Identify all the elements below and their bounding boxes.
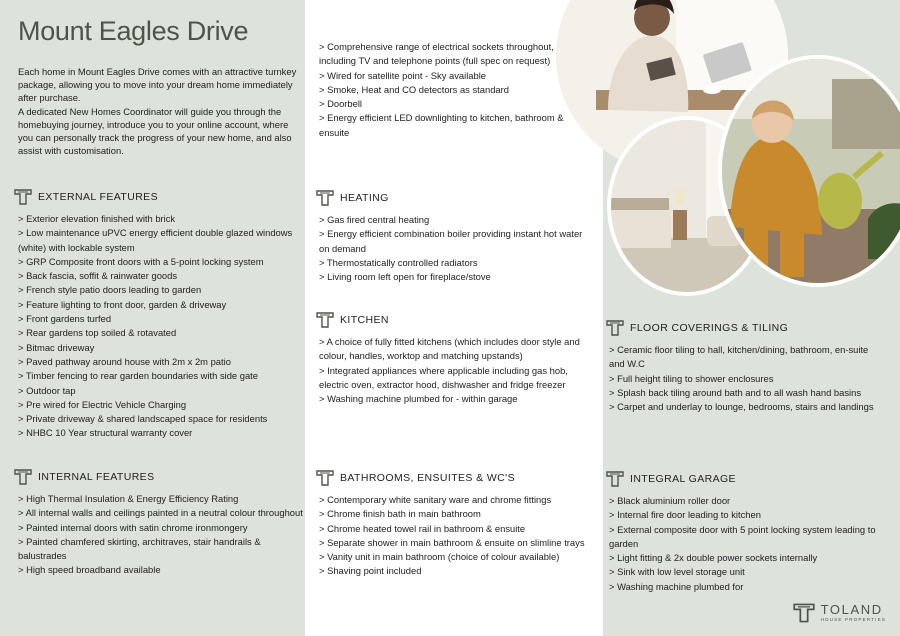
list-item: > Washing machine plumbed for bbox=[609, 580, 886, 594]
section-header bbox=[14, 188, 304, 206]
list-item: > Thermostatically controlled radiators bbox=[319, 256, 588, 270]
list-item: > Contemporary white sanitary ware and chrome fittings bbox=[319, 493, 588, 507]
list-item: > Integrated appliances where applicable including gas hob, electric oven, extractor hood, dishwasher and fridge freezer bbox=[319, 364, 588, 393]
list-item: > Energy efficient LED downlighting to kitchen, bathroom & ensuite bbox=[319, 111, 587, 140]
section-bathrooms bbox=[316, 469, 588, 579]
section-title: INTERNAL FEATURES bbox=[38, 471, 155, 483]
toland-t-icon bbox=[606, 471, 624, 487]
feature-list bbox=[319, 40, 587, 140]
section-header bbox=[606, 319, 886, 337]
section-title: HEATING bbox=[340, 192, 389, 204]
list-item: > Comprehensive range of electrical sockets throughout, including TV and telephone points (full spec on request) bbox=[319, 40, 587, 69]
list-item: > Shaving point included bbox=[319, 564, 588, 578]
section-electrical bbox=[319, 40, 587, 140]
section-integral-garage bbox=[606, 470, 886, 594]
feature-list bbox=[18, 492, 304, 578]
list-item: > Pre wired for Electric Vehicle Charging bbox=[18, 398, 304, 412]
section-internal-features bbox=[14, 468, 304, 578]
feature-list bbox=[319, 213, 588, 284]
list-item: > Gas fired central heating bbox=[319, 213, 588, 227]
list-item: > High speed broadband available bbox=[18, 563, 304, 577]
list-item: > Sink with low level storage unit bbox=[609, 565, 886, 579]
toland-t-icon bbox=[316, 312, 334, 328]
list-item: > Paved pathway around house with 2m x 2m patio bbox=[18, 355, 304, 369]
section-title: KITCHEN bbox=[340, 314, 389, 326]
feature-list bbox=[609, 494, 886, 594]
list-item: > High Thermal Insulation & Energy Efficiency Rating bbox=[18, 492, 304, 506]
list-item: > All internal walls and ceilings painted in a neutral colour throughout bbox=[18, 506, 304, 520]
page-title: Mount Eagles Drive bbox=[18, 16, 249, 46]
feature-list bbox=[319, 493, 588, 579]
section-kitchen bbox=[316, 311, 588, 406]
section-header bbox=[14, 468, 304, 486]
list-item: > Rear gardens top soiled & rotavated bbox=[18, 326, 304, 340]
list-item: > Timber fencing to rear garden boundaries with side gate bbox=[18, 369, 304, 383]
logo-text bbox=[821, 603, 886, 623]
section-title: FLOOR COVERINGS & TILING bbox=[630, 322, 789, 334]
feature-list bbox=[319, 335, 588, 406]
photo-illustration bbox=[722, 59, 900, 287]
list-item: > Doorbell bbox=[319, 97, 587, 111]
list-item: > Low maintenance uPVC energy efficient double glazed windows (white) with lockable system bbox=[18, 226, 304, 255]
list-item: > GRP Composite front doors with a 5-point locking system bbox=[18, 255, 304, 269]
section-external-features bbox=[14, 188, 304, 441]
list-item: > Back fascia, soffit & rainwater goods bbox=[18, 269, 304, 283]
list-item: > External composite door with 5 point locking system leading to garden bbox=[609, 523, 886, 552]
list-item: > Ceramic floor tiling to hall, kitchen/dining, bathroom, en-suite and W.C bbox=[609, 343, 886, 372]
list-item: > Washing machine plumbed for - within garage bbox=[319, 392, 588, 406]
list-item: > Smoke, Heat and CO detectors as standard bbox=[319, 83, 587, 97]
toland-t-icon bbox=[14, 189, 32, 205]
section-title: INTEGRAL GARAGE bbox=[630, 473, 736, 485]
logo-name: TOLAND bbox=[820, 602, 883, 617]
list-item: > NHBC 10 Year structural warranty cover bbox=[18, 426, 304, 440]
section-header bbox=[316, 469, 588, 487]
section-floor-coverings bbox=[606, 319, 886, 414]
feature-list bbox=[609, 343, 886, 414]
list-item: > Internal fire door leading to kitchen bbox=[609, 508, 886, 522]
list-item: > French style patio doors leading to garden bbox=[18, 283, 304, 297]
list-item: > Painted chamfered skirting, architraves, stair handrails & balustrades bbox=[18, 535, 304, 564]
section-heating bbox=[316, 189, 588, 284]
section-title: EXTERNAL FEATURES bbox=[38, 191, 158, 203]
toland-t-icon bbox=[14, 469, 32, 485]
list-item: > Black aluminium roller door bbox=[609, 494, 886, 508]
list-item: > A choice of fully fitted kitchens (which includes door style and colour, handles, worktop and matching upstands) bbox=[319, 335, 588, 364]
list-item: > Front gardens turfed bbox=[18, 312, 304, 326]
list-item: > Chrome heated towel rail in bathroom & ensuite bbox=[319, 522, 588, 536]
toland-logo bbox=[793, 602, 886, 624]
list-item: > Separate shower in main bathroom & ensuite on slimline trays bbox=[319, 536, 588, 550]
intro-paragraph: Each home in Mount Eagles Drive comes with an attractive turnkey package, allowing you to move into your dream home immediately after purchase. bbox=[18, 66, 297, 104]
list-item: > Full height tiling to shower enclosures bbox=[609, 372, 886, 386]
list-item: > Carpet and underlay to lounge, bedrooms, stairs and landings bbox=[609, 400, 886, 414]
list-item: > Living room left open for fireplace/stove bbox=[319, 270, 588, 284]
intro-text bbox=[18, 65, 298, 157]
toland-logo-icon bbox=[793, 602, 815, 624]
list-item: > Wired for satellite point - Sky available bbox=[319, 69, 587, 83]
section-title: BATHROOMS, ENSUITES & WC'S bbox=[340, 472, 515, 484]
logo-subtitle: HOUSE PROPERTIES bbox=[820, 617, 886, 622]
feature-list bbox=[18, 212, 304, 441]
list-item: > Feature lighting to front door, garden & driveway bbox=[18, 298, 304, 312]
section-header bbox=[606, 470, 886, 488]
list-item: > Splash back tiling around bath and to all wash hand basins bbox=[609, 386, 886, 400]
intro-paragraph: A dedicated New Homes Coordinator will guide you through the homebuying journey, introduce you to your online account, where you can personally track the progress of your new home, and also assist with customisation. bbox=[18, 105, 292, 157]
list-item: > Private driveway & shared landscaped space for residents bbox=[18, 412, 304, 426]
section-header bbox=[316, 189, 588, 207]
toland-t-icon bbox=[316, 470, 334, 486]
toland-t-icon bbox=[316, 190, 334, 206]
section-header bbox=[316, 311, 588, 329]
list-item: > Chrome finish bath in main bathroom bbox=[319, 507, 588, 521]
list-item: > Outdoor tap bbox=[18, 384, 304, 398]
list-item: > Light fitting & 2x double power sockets internally bbox=[609, 551, 886, 565]
list-item: > Energy efficient combination boiler providing instant hot water on demand bbox=[319, 227, 588, 256]
list-item: > Exterior elevation finished with brick bbox=[18, 212, 304, 226]
toland-t-icon bbox=[606, 320, 624, 336]
list-item: > Painted internal doors with satin chrome ironmongery bbox=[18, 521, 304, 535]
list-item: > Vanity unit in main bathroom (choice of colour available) bbox=[319, 550, 588, 564]
list-item: > Bitmac driveway bbox=[18, 341, 304, 355]
